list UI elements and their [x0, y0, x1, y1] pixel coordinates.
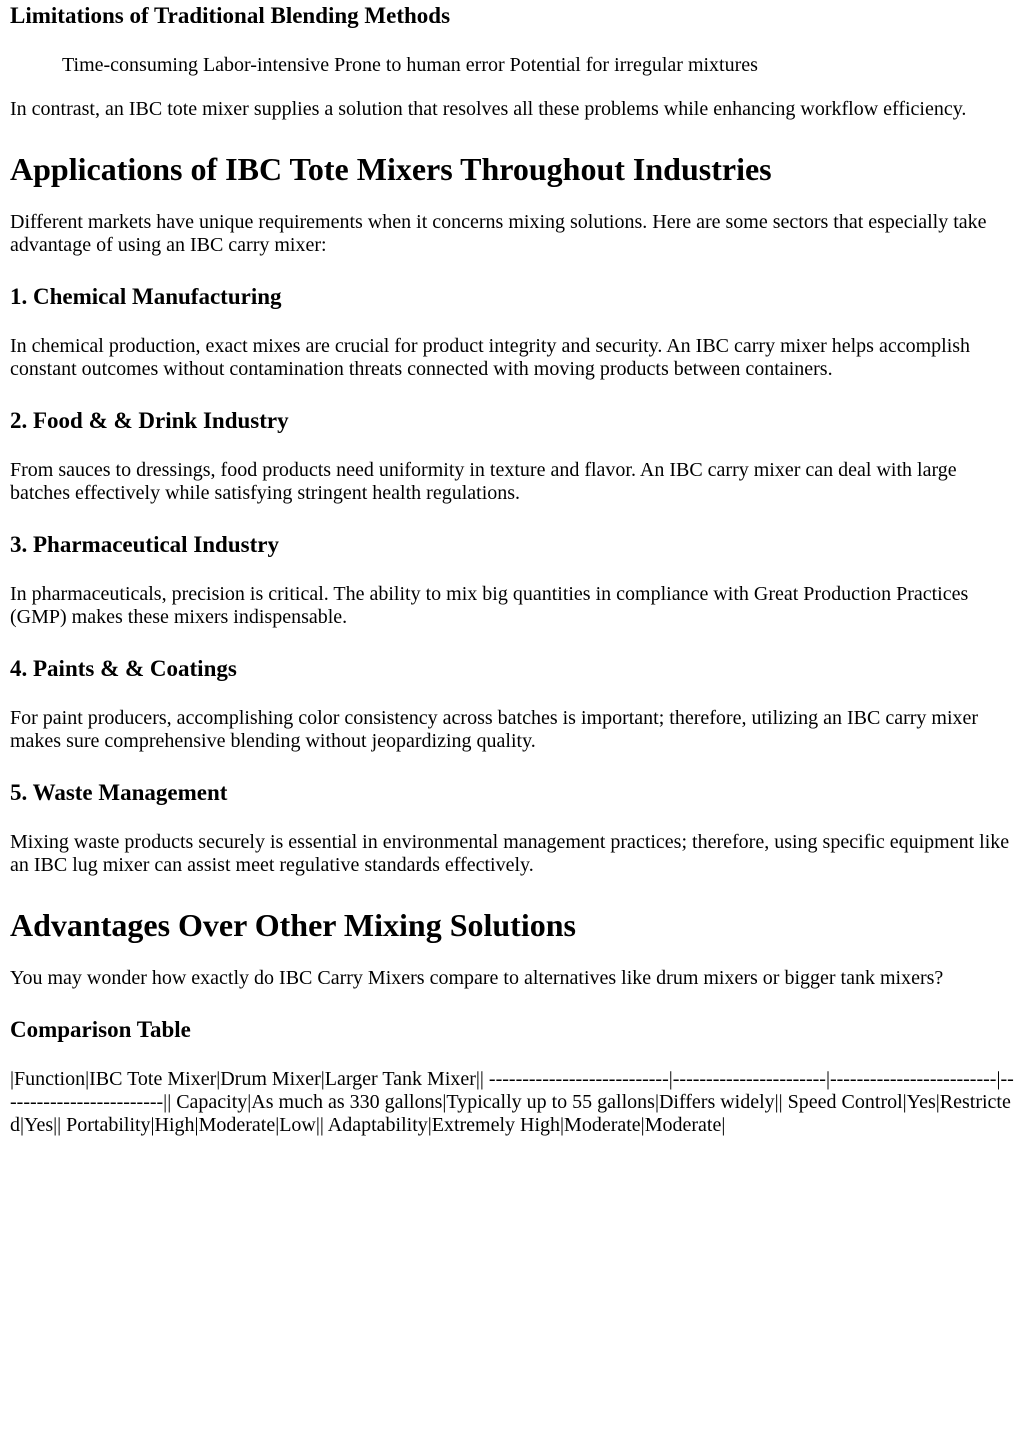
advantages-intro: You may wonder how exactly do IBC Carry Mixers compare to alternatives like drum mixers or bigger tank mixers? — [10, 967, 944, 989]
item-4-body: For paint producers, accomplishing color consistency across batches is important; therefore, utilizing an IBC carry mixer makes sure comprehensive blending without jeopardizing quality. — [10, 707, 979, 752]
applications-heading: Applications of IBC Tote Mixers Throughout Industries — [10, 151, 772, 187]
item-5-title: 5. Waste Management — [10, 780, 228, 805]
item-1-body: In chemical production, exact mixes are crucial for product integrity and security. An IBC carry mixer helps accomplish constant outcomes without contamination threats connected with moving products between containers. — [10, 335, 971, 380]
item-4-title: 4. Paints & & Coatings — [10, 656, 237, 681]
limitations-list-quote: Time-consuming Labor-intensive Prone to human error Potential for irregular mixtures — [62, 54, 758, 76]
contrast-paragraph: In contrast, an IBC tote mixer supplies a solution that resolves all these problems while enhancing workflow efficiency. — [10, 98, 967, 120]
document-page — [0, 2, 1024, 1137]
item-3-title: 3. Pharmaceutical Industry — [10, 532, 279, 557]
comparison-table-heading: Comparison Table — [10, 1017, 191, 1042]
item-5-body: Mixing waste products securely is essential in environmental management practices; therefore, using specific equipment like an IBC lug mixer can assist meet regulative standards effectively. — [10, 831, 1010, 876]
item-2-title: 2. Food & & Drink Industry — [10, 408, 289, 433]
item-2-body: From sauces to dressings, food products need uniformity in texture and flavor. An IBC carry mixer can deal with large batches effectively while satisfying stringent health regulations. — [10, 459, 957, 504]
advantages-heading: Advantages Over Other Mixing Solutions — [10, 907, 576, 943]
item-1-title: 1. Chemical Manufacturing — [10, 284, 282, 309]
comparison-table-text: |Function|IBC Tote Mixer|Drum Mixer|Larger Tank Mixer|| ---------------------------|-----------------------|-------------------------|-------------------------|| Capacity|As much as 330 gallons|Typically up to 55 gallons|Differs widely|| Speed Control|Yes|Restricted|Yes|| Portability|High|Moderate|Low|| Adaptability|Extremely High|Moderate|Moderate| — [10, 1068, 1014, 1136]
limitations-heading: Limitations of Traditional Blending Methods — [10, 3, 451, 28]
applications-intro: Different markets have unique requirements when it concerns mixing solutions. Here are some sectors that especially take advantage of using an IBC carry mixer: — [10, 211, 987, 256]
item-3-body: In pharmaceuticals, precision is critical. The ability to mix big quantities in compliance with Great Production Practices (GMP) makes these mixers indispensable. — [10, 583, 969, 628]
